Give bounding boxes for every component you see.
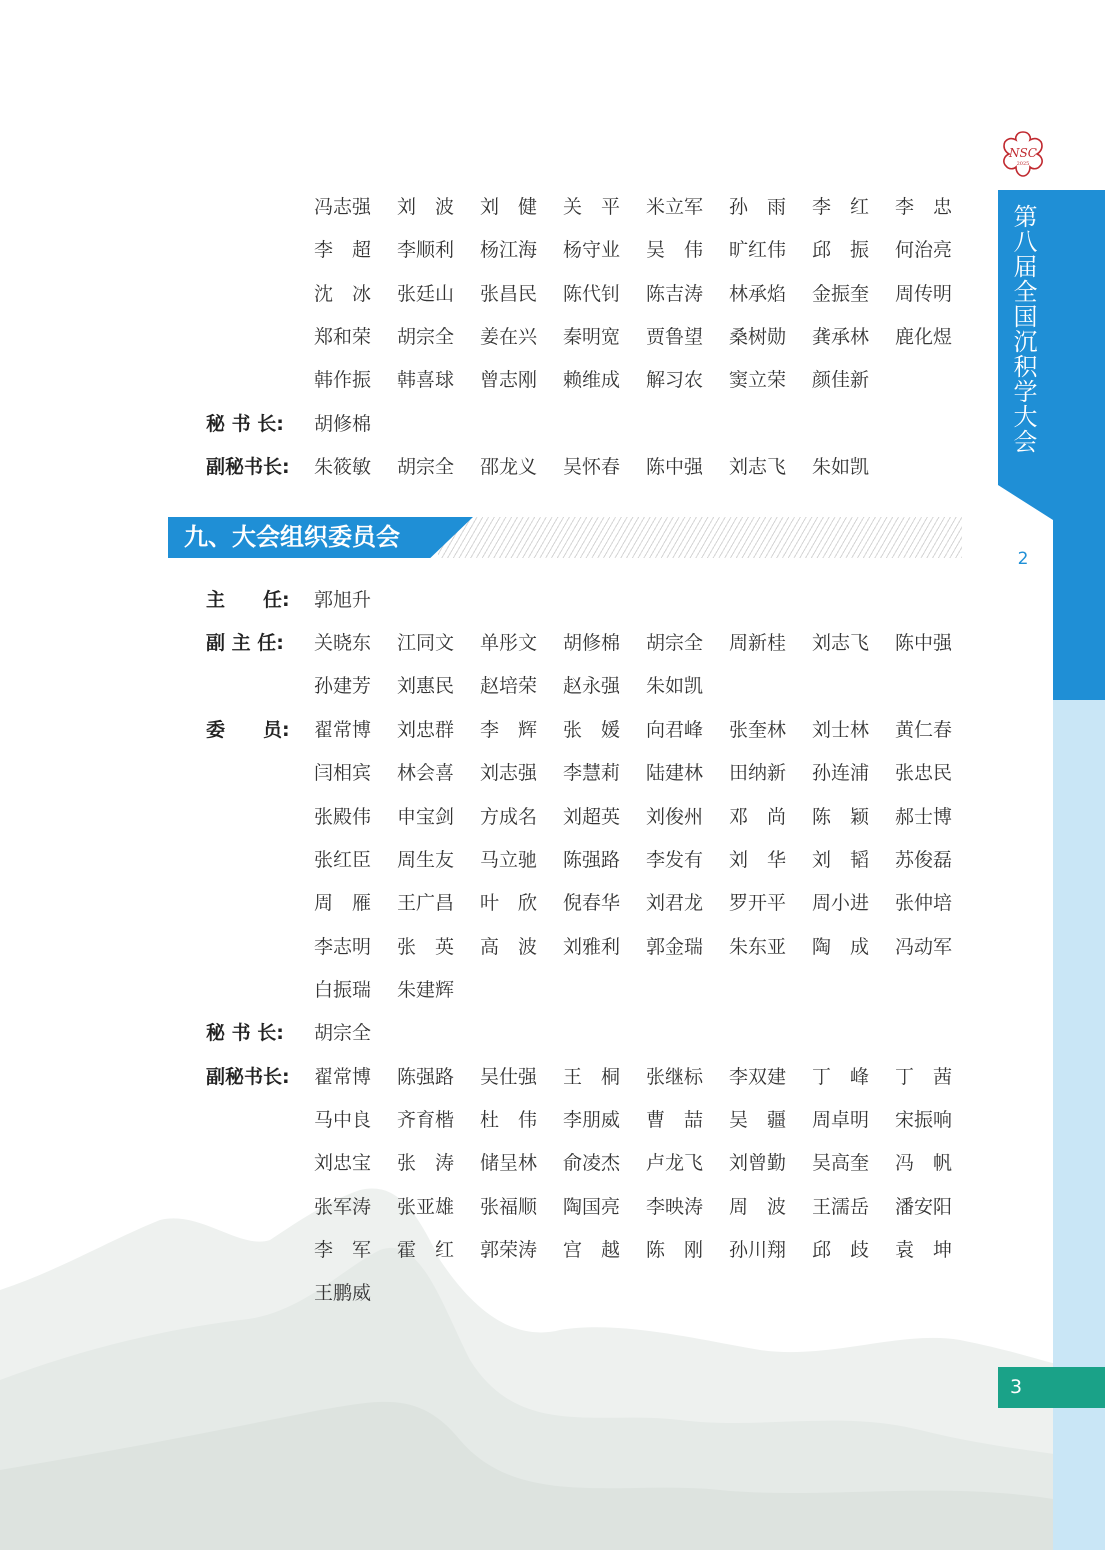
person-name: 孙连浦 (812, 761, 870, 784)
section-heading (168, 517, 962, 558)
person-name: 韩作振 (314, 368, 372, 391)
person-name: 霍 红 (397, 1238, 455, 1261)
person-name: 颜佳新 (812, 368, 870, 391)
name-list (314, 1018, 397, 1045)
person-name: 金振奎 (812, 282, 870, 305)
name-row (206, 888, 978, 914)
person-name: 胡修棉 (563, 631, 621, 654)
name-list (314, 1235, 978, 1262)
name-list (314, 758, 978, 785)
person-name: 郭旭升 (314, 588, 372, 611)
person-name: 陈中强 (646, 455, 704, 478)
name-row (206, 1278, 397, 1304)
person-name: 朱如凯 (646, 674, 704, 697)
person-name: 刘 健 (480, 195, 538, 218)
deputy-secretary-label: 副秘书长: (206, 1065, 290, 1088)
person-name: 林会喜 (397, 761, 455, 784)
name-list (314, 235, 978, 262)
person-name: 赵永强 (563, 674, 621, 697)
person-name: 邵龙义 (480, 455, 538, 478)
person-name: 郭荣涛 (480, 1238, 538, 1261)
person-name: 陆建林 (646, 761, 704, 784)
person-name: 何治亮 (895, 238, 953, 261)
person-name: 杜 伟 (480, 1108, 538, 1131)
person-name: 刘雅利 (563, 935, 621, 958)
person-name: 陈 刚 (646, 1238, 704, 1261)
name-list (314, 671, 729, 698)
person-name: 刘 韬 (812, 848, 870, 871)
person-name: 刘君龙 (646, 891, 704, 914)
person-name: 邓 尚 (729, 805, 787, 828)
person-name: 韩喜球 (397, 368, 455, 391)
name-row (206, 932, 978, 958)
sidebar-band-lower (1053, 520, 1105, 700)
person-name: 李志明 (314, 935, 372, 958)
name-list (314, 1148, 978, 1175)
person-name: 苏俊磊 (895, 848, 953, 871)
person-name: 郭金瑞 (646, 935, 704, 958)
person-name: 刘 波 (397, 195, 455, 218)
person-name: 吴怀春 (563, 455, 621, 478)
person-name: 黄仁春 (895, 718, 953, 741)
sidebar-number-badge: 2 (1011, 547, 1035, 571)
logo-year: 2025 (1016, 161, 1030, 167)
person-name: 沈 冰 (314, 282, 372, 305)
person-name: 李映涛 (646, 1195, 704, 1218)
director-label: 主 任: (206, 588, 290, 611)
person-name: 孙 雨 (729, 195, 787, 218)
nsc-logo-icon (995, 128, 1051, 180)
person-name: 李 辉 (480, 718, 538, 741)
person-name: 白振瑞 (314, 978, 372, 1001)
person-name: 李顺利 (397, 238, 455, 261)
person-name: 米立军 (646, 195, 704, 218)
person-name: 张继标 (646, 1065, 704, 1088)
person-name: 张廷山 (397, 282, 455, 305)
deputy-secretary-row (206, 1062, 978, 1088)
name-row (206, 235, 978, 261)
person-name: 刘 华 (729, 848, 787, 871)
name-row (206, 975, 480, 1001)
person-name: 齐育楷 (397, 1108, 455, 1131)
name-row (206, 322, 978, 348)
person-name: 陈强路 (563, 848, 621, 871)
name-list (314, 279, 978, 306)
secretary-label: 秘 书 长: (206, 1021, 284, 1044)
person-name: 张昌民 (480, 282, 538, 305)
person-name: 张 涛 (397, 1151, 455, 1174)
person-name: 刘志强 (480, 761, 538, 784)
person-name: 朱如凯 (812, 455, 870, 478)
person-name: 倪春华 (563, 891, 621, 914)
person-name: 解习农 (646, 368, 704, 391)
person-name: 马中良 (314, 1108, 372, 1131)
person-name: 李慧莉 (563, 761, 621, 784)
person-name: 陈吉涛 (646, 282, 704, 305)
secretary-label: 秘 书 长: (206, 412, 284, 435)
name-list (314, 715, 978, 742)
person-name: 张 英 (397, 935, 455, 958)
person-name: 吴仕强 (480, 1065, 538, 1088)
person-name: 陶国亮 (563, 1195, 621, 1218)
name-row (206, 1192, 978, 1218)
person-name: 关 平 (563, 195, 621, 218)
person-name: 鹿化煜 (895, 325, 953, 348)
person-name: 周生友 (397, 848, 455, 871)
person-name: 陈强路 (397, 1065, 455, 1088)
person-name: 潘安阳 (895, 1195, 953, 1218)
person-name: 杨守业 (563, 238, 621, 261)
name-row (206, 192, 978, 218)
name-list (314, 1105, 978, 1132)
logo-text: NSC (1009, 146, 1037, 160)
person-name: 周传明 (895, 282, 953, 305)
person-name: 丁 茜 (895, 1065, 953, 1088)
person-name: 李 超 (314, 238, 372, 261)
name-list (314, 1278, 397, 1305)
person-name: 周卓明 (812, 1108, 870, 1131)
name-list (314, 322, 978, 349)
person-name: 翟常博 (314, 718, 372, 741)
sidebar-title: 第八届全国沉积学大会 (1009, 204, 1037, 454)
person-name: 孙川翔 (729, 1238, 787, 1261)
name-row (206, 671, 729, 697)
person-name: 田纳新 (729, 761, 787, 784)
person-name: 王鹏威 (314, 1281, 372, 1304)
person-name: 马立驰 (480, 848, 538, 871)
person-name: 杨江海 (480, 238, 538, 261)
members-label: 委 员: (206, 718, 290, 741)
name-row (206, 802, 978, 828)
person-name: 申宝剑 (397, 805, 455, 828)
person-name: 赵培荣 (480, 674, 538, 697)
name-row (206, 279, 978, 305)
page-number: 3 (1010, 1376, 1023, 1398)
person-name: 邱 歧 (812, 1238, 870, 1261)
person-name: 周新桂 (729, 631, 787, 654)
person-name: 卢龙飞 (646, 1151, 704, 1174)
person-name: 郑和荣 (314, 325, 372, 348)
person-name: 闫相宾 (314, 761, 372, 784)
person-name: 宋振响 (895, 1108, 953, 1131)
person-name: 吴高奎 (812, 1151, 870, 1174)
person-name: 刘惠民 (397, 674, 455, 697)
person-name: 张忠民 (895, 761, 953, 784)
person-name: 邱 振 (812, 238, 870, 261)
person-name: 朱东亚 (729, 935, 787, 958)
person-name: 陈中强 (895, 631, 953, 654)
section-heading-text: 九、大会组织委员会 (184, 522, 400, 551)
name-row (206, 365, 895, 391)
person-name: 江同文 (397, 631, 455, 654)
name-list (314, 585, 397, 612)
person-name: 叶 欣 (480, 891, 538, 914)
person-name: 朱建辉 (397, 978, 455, 1001)
name-row (206, 1105, 978, 1131)
name-row (206, 845, 978, 871)
name-list (314, 1062, 978, 1089)
person-name: 李 忠 (895, 195, 953, 218)
director-row (206, 585, 397, 611)
person-name: 李朋威 (563, 1108, 621, 1131)
person-name: 陈 颖 (812, 805, 870, 828)
person-name: 胡宗全 (314, 1021, 372, 1044)
person-name: 吴 疆 (729, 1108, 787, 1131)
person-name: 俞凌杰 (563, 1151, 621, 1174)
person-name: 丁 峰 (812, 1065, 870, 1088)
person-name: 曹 喆 (646, 1108, 704, 1131)
person-name: 刘志飞 (812, 631, 870, 654)
person-name: 张红臣 (314, 848, 372, 871)
person-name: 刘志飞 (729, 455, 787, 478)
person-name: 周小进 (812, 891, 870, 914)
name-list (314, 975, 480, 1002)
heading-hatch-decoration (438, 517, 962, 558)
vice-director-label: 副 主 任: (206, 631, 284, 654)
person-name: 周 雁 (314, 891, 372, 914)
person-name: 胡修棉 (314, 412, 372, 435)
person-name: 陶 成 (812, 935, 870, 958)
person-name: 高 波 (480, 935, 538, 958)
person-name: 郝士博 (895, 805, 953, 828)
person-name: 秦明宽 (563, 325, 621, 348)
person-name: 刘忠群 (397, 718, 455, 741)
person-name: 张亚雄 (397, 1195, 455, 1218)
person-name: 刘忠宝 (314, 1151, 372, 1174)
person-name: 胡宗全 (397, 325, 455, 348)
secretary-row (206, 1018, 397, 1044)
person-name: 翟常博 (314, 1065, 372, 1088)
person-name: 胡宗全 (397, 455, 455, 478)
person-name: 龚承林 (812, 325, 870, 348)
person-name: 桑树勋 (729, 325, 787, 348)
person-name: 李双建 (729, 1065, 787, 1088)
person-name: 张 媛 (563, 718, 621, 741)
person-name: 向君峰 (646, 718, 704, 741)
name-row (206, 1235, 978, 1261)
person-name: 陈代钊 (563, 282, 621, 305)
person-name: 张福顺 (480, 1195, 538, 1218)
name-list (314, 888, 978, 915)
person-name: 刘士林 (812, 718, 870, 741)
person-name: 袁 坤 (895, 1238, 953, 1261)
person-name: 冯动军 (895, 935, 953, 958)
person-name: 刘曾勤 (729, 1151, 787, 1174)
person-name: 王濡岳 (812, 1195, 870, 1218)
person-name: 张仲培 (895, 891, 953, 914)
person-name: 窦立荣 (729, 368, 787, 391)
person-name: 李 红 (812, 195, 870, 218)
person-name: 曾志刚 (480, 368, 538, 391)
members-row (206, 715, 978, 741)
person-name: 赖维成 (563, 368, 621, 391)
person-name: 王广昌 (397, 891, 455, 914)
person-name: 刘超英 (563, 805, 621, 828)
name-list (314, 932, 978, 959)
person-name: 吴 伟 (646, 238, 704, 261)
person-name: 张殿伟 (314, 805, 372, 828)
name-list (314, 628, 978, 655)
person-name: 刘俊州 (646, 805, 704, 828)
deputy-secretary-label: 副秘书长: (206, 455, 290, 478)
sidebar-subtitle: 号会议通知 (1011, 580, 1036, 695)
name-row (206, 758, 978, 784)
person-name: 朱筱敏 (314, 455, 372, 478)
person-name: 冯志强 (314, 195, 372, 218)
person-name: 贾鲁望 (646, 325, 704, 348)
name-list (314, 409, 397, 436)
deputy-secretary-row (206, 452, 895, 478)
person-name: 宫 越 (563, 1238, 621, 1261)
person-name: 孙建芳 (314, 674, 372, 697)
name-list (314, 1192, 978, 1219)
person-name: 李 军 (314, 1238, 372, 1261)
name-list (314, 802, 978, 829)
person-name: 单彤文 (480, 631, 538, 654)
person-name: 胡宗全 (646, 631, 704, 654)
name-list (314, 365, 895, 392)
vice-director-row (206, 628, 978, 654)
person-name: 姜在兴 (480, 325, 538, 348)
person-name: 李发有 (646, 848, 704, 871)
person-name: 冯 帆 (895, 1151, 953, 1174)
person-name: 关晓东 (314, 631, 372, 654)
secretary-row (206, 409, 397, 435)
name-list (314, 845, 978, 872)
person-name: 罗开平 (729, 891, 787, 914)
person-name: 林承焰 (729, 282, 787, 305)
person-name: 王 桐 (563, 1065, 621, 1088)
person-name: 周 波 (729, 1195, 787, 1218)
person-name: 张奎林 (729, 718, 787, 741)
person-name: 旷红伟 (729, 238, 787, 261)
name-list (314, 452, 895, 479)
name-list (314, 192, 978, 219)
person-name: 储呈林 (480, 1151, 538, 1174)
person-name: 方成名 (480, 805, 538, 828)
person-name: 张军涛 (314, 1195, 372, 1218)
sidebar-band-light (1053, 700, 1105, 1550)
name-row (206, 1148, 978, 1174)
